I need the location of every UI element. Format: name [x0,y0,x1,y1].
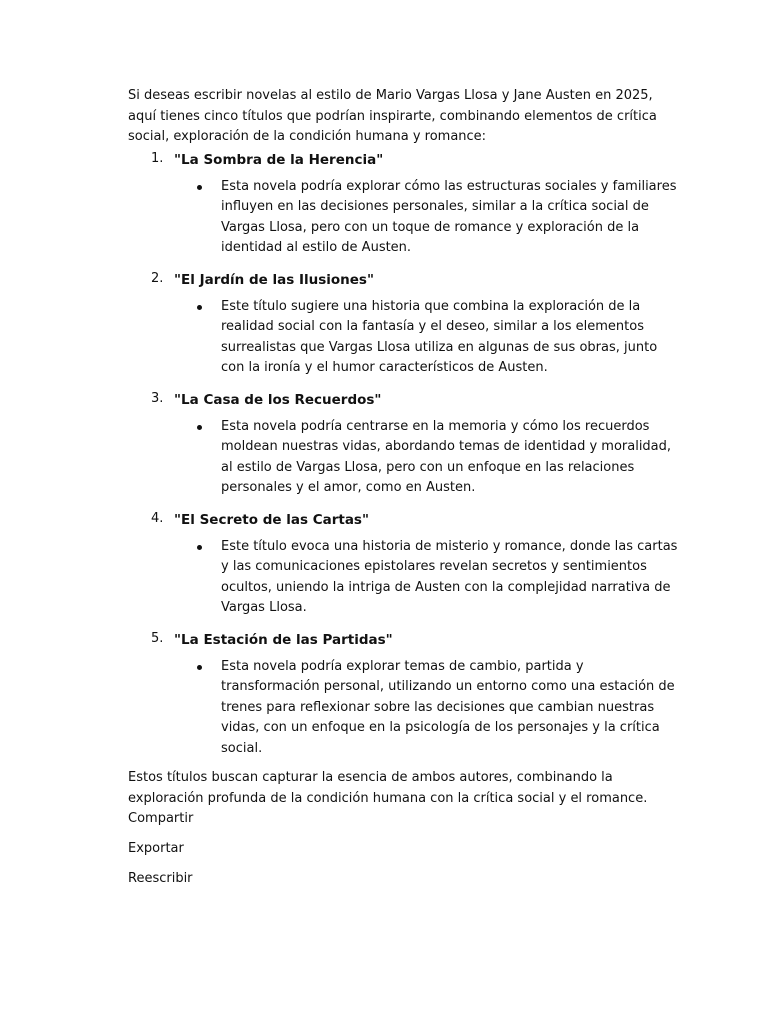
title-description: Esta novela podría explorar temas de cambio, partida y transformación personal, utilizando un entorno como una estación de trenes para reflexionar sobre las decisiones que cambian nuestras vidas, con un enfoque en la psicología de los personajes y la crítica social. [221,658,675,756]
bullet-list [128,297,680,379]
title-item [128,508,680,619]
title-row [128,148,680,169]
novel-title: "La Sombra de la Herencia" [174,151,384,168]
title-item [128,388,680,499]
bullet-icon [197,545,202,550]
title-item [128,268,680,379]
document-body [128,86,680,899]
title-row [128,388,680,409]
bullet-item [128,177,680,259]
list-number: 2. [151,270,164,286]
list-number: 1. [151,150,164,166]
title-description: Este título sugiere una historia que combina la exploración de la realidad social con la fantasía y el deseo, similar a los elementos surrealistas que Vargas Llosa utiliza en algunas de sus obras, junto con la ironía y el humor característicos de Austen. [221,298,658,375]
export-button[interactable]: Exportar [128,841,184,856]
title-item [128,148,680,259]
list-number: 5. [151,630,164,646]
bullet-item [128,657,680,760]
bullet-icon [197,425,202,430]
bullet-list [128,417,680,499]
bullet-icon [197,185,202,190]
list-number: 4. [151,510,164,526]
title-row [128,628,680,649]
title-description: Esta novela podría explorar cómo las estructuras sociales y familiares influyen en las decisiones personales, similar a la crítica social de Vargas Llosa, pero con un toque de romance y exploración de la identidad al estilo de Austen. [221,178,677,255]
bullet-list [128,537,680,619]
title-row [128,508,680,529]
title-row [128,268,680,289]
intro-paragraph: Si deseas escribir novelas al estilo de Mario Vargas Llosa y Jane Austen en 2025, aquí tienes cinco títulos que podrían inspirarte, combinando elementos de crítica social, exploración de la condición humana y romance: [128,88,657,144]
novel-title: "La Casa de los Recuerdos" [174,391,382,408]
title-description: Esta novela podría centrarse en la memoria y cómo los recuerdos moldean nuestras vidas, abordando temas de identidad y moralidad, al estilo de Vargas Llosa, pero con un enfoque en las relaciones personales y el amor, como en Austen. [221,418,672,495]
novel-title: "La Estación de las Partidas" [174,631,393,648]
rewrite-button[interactable]: Reescribir [128,871,193,886]
bullet-item [128,417,680,499]
bullet-icon [197,305,202,310]
bullet-list [128,657,680,760]
bullet-list [128,177,680,259]
novel-title: "El Secreto de las Cartas" [174,511,370,528]
title-description: Este título evoca una historia de misterio y romance, donde las cartas y las comunicaciones epistolares revelan secretos y sentimientos ocultos, uniendo la intriga de Austen con la complejidad narrativa de Vargas Llosa. [221,538,678,615]
bullet-item [128,297,680,379]
list-number: 3. [151,390,164,406]
outro-paragraph: Estos títulos buscan capturar la esencia de ambos autores, combinando la exploración profunda de la condición humana con la crítica social y el romance. [128,770,648,806]
novel-title: "El Jardín de las Ilusiones" [174,271,375,288]
title-item [128,628,680,760]
bullet-icon [197,665,202,670]
bullet-item [128,537,680,619]
share-button[interactable]: Compartir [128,811,194,826]
titles-list [128,148,680,760]
